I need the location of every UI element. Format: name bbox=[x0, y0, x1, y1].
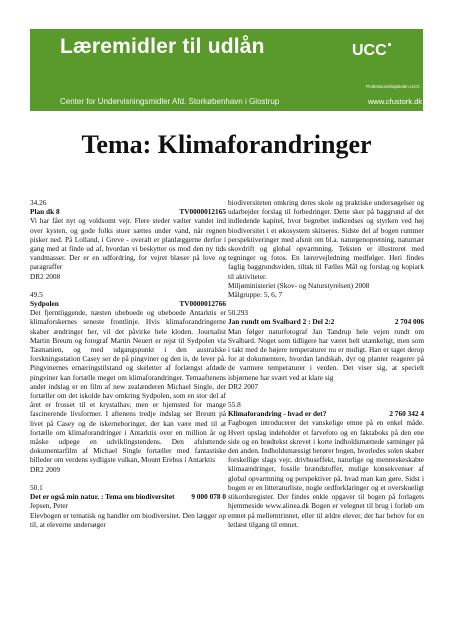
left-column bbox=[30, 198, 226, 529]
entry-code: 34.26 bbox=[30, 198, 47, 207]
entry-code: 49.5 bbox=[30, 289, 43, 299]
entry-author: Jepsen, Peter bbox=[30, 501, 69, 511]
entry-heading[interactable]: Sydpolen bbox=[30, 299, 59, 309]
entry-number: TV0000012766 bbox=[179, 299, 226, 309]
banner bbox=[30, 29, 423, 111]
right-column bbox=[228, 198, 424, 529]
entry-description: biodiversiteten omkring deres skole og praktiske undersøgelser og udarbejder forslag til forbedringer. Dette sker på baggrund af det indledende kapitel, hvor begrebet indkredses og styrken ved høj biodiversitet i et økosystem skitseres. Sidste del af bogen rummer perspektiveringer med afsnit om bl.a. naturgenopretning, naturnær skovdrift og global opvarmning. Teksten er illustreret med tegninger og fotos. En lærervejledning medfølger. Heri findes faglig baggrundsviden, tiltak til Fælles Mål og forslag og kopiark til aktiviteter. bbox=[228, 198, 424, 281]
entry-heading[interactable]: Jan rundt om Svalbard 2 : Del 2:2 bbox=[228, 317, 335, 327]
entry-header bbox=[30, 492, 226, 501]
entry-number: 2 760 342 4 bbox=[389, 409, 424, 419]
logo-text: UCC bbox=[352, 42, 387, 59]
entry-target-group: Målgruppe: 5, 6, 7 bbox=[228, 290, 283, 300]
entry-code: 50.1 bbox=[30, 482, 43, 492]
entry-number: TV0000012165 bbox=[179, 207, 226, 217]
banner-title: Læremidler til udlån bbox=[60, 35, 265, 58]
entry-heading[interactable]: Plan dk 8 bbox=[30, 207, 60, 217]
entry-publisher: Miljøministeriet (Skov- og Naturstyrelsen) 2008 bbox=[228, 280, 370, 290]
entry-heading[interactable]: Det er også min natur. : Tema om biodiversitet bbox=[30, 492, 175, 502]
entry-footer: DR2 2007 bbox=[228, 381, 259, 391]
entry-header bbox=[30, 299, 226, 308]
entry-code: 50.293 bbox=[228, 308, 249, 318]
entry-heading[interactable]: Klimaforandring - hvad er det? bbox=[228, 409, 327, 419]
catalog-entry-continued bbox=[228, 198, 424, 299]
catalog-entry bbox=[228, 400, 424, 529]
entry-footer: DR2 2009 bbox=[30, 464, 61, 474]
entry-header bbox=[228, 317, 424, 326]
catalog-entry bbox=[30, 198, 226, 281]
catalog-entry bbox=[228, 308, 424, 391]
logo-tagline: Professionshøjskolen UCC bbox=[366, 84, 420, 89]
ucc-logo-icon bbox=[352, 37, 392, 65]
entry-description: Elevbogen er tematisk og handler om biodiversitet. Den lægger op til, at eleverne undersøger bbox=[30, 510, 226, 529]
entry-header bbox=[30, 207, 226, 216]
catalog-entry bbox=[30, 483, 226, 529]
entry-code: 55.8 bbox=[228, 400, 241, 410]
entry-description: Man følger naturfotograf Jan Tandrup hele vejen rundt om Svalbard. Noget som tidligere har været helt utænkeligt, men som i takt med de højere temperaturer nu er muligt. Han er taget derop for at dokumentere, hvordan landskab, dyr og planter reagerer på de varmere temperaturer i verden. Det viser sig, at specielt isbjørnene har svært ved at klare sig bbox=[228, 326, 424, 382]
entry-number: 9 000 078 0 bbox=[191, 492, 226, 502]
entry-number: 2 704 006 bbox=[394, 317, 424, 327]
entry-header bbox=[228, 409, 424, 418]
catalog-entry bbox=[30, 290, 226, 474]
entry-footer: DR2 2008 bbox=[30, 271, 61, 281]
entry-description: Fagbogen introducerer det vanskelige emne på en enkel måde. Hvert opslag indeholder et farvefoto og en faktaboks på den ene side og en brødtekst skrevet i korte indholdsmættede sætninger på den anden. Indholdsmæssigt berører bogen, hvorledes solen skaber forskellige slags vejr, drivhuseffekt, naturlige og menneskeskabte klimaændringer, fossile brændstoffer, mulige konsekvenser af global opvarmning og perspektiver på, hvad man kan gøre. Sidst i bogen er en litteraturliste, nogle ordforklaringer og et overskueligt stikordsregister. Der findes enkle opgaver til bogen på forlagets hjemmeside www.alinea.dk Bogen er velegnet til brug i forløb om emnet på mellemtrinnet, eller til ældre elever, der har behov for en letlæst tilgang til emnet. bbox=[228, 418, 424, 529]
page-title: Tema: Klimaforandringer bbox=[81, 130, 372, 159]
banner-subtitle: Center for Undervisningsmidler Afd. Storkøbenhavn i Glostrup bbox=[60, 97, 280, 106]
entry-description: Vi har fået nyt og voldsomt vejr. Flere steder vælter vandet ind over kysten, og gode folks stuer sættes under vand, når regnen pisker ned. På Lolland, i Greve - overalt er planlæggerne derfor i gang med at finde ud af, hvordan vi beskytter os mod den ny tids vandmasser. Der er en udfordring, for vejret blæser på love og paragraffer bbox=[30, 216, 226, 272]
entry-description: Det fjerntliggende, næsten ubeboede og ubeboede Antarktis er klimaforskernes seneste frontlinje. Hvis klimaforandringerne skaber ændringer her, vil det påvirke hele kloden. Journalist Martin Breum og fotograf Martin Neuert er rejst til Sydpolen via Tasmanien, og med udgangspunkt i den australske forskningsstation Casey ser de på pingviner og den is, de lever på. Pingvinernes ernæringstilstand og skeletter af forlængst afdøde pingviner kan fortælle meget om klimaforandringer. Temaaftenens andet indslag er en film af new zealænderen Michael Single, der fortæller om det iskolde hav omkring Sydpolen, som en stor del af året er frosset til et krystalhav, men er hjemsted for mange fascinerende livsformer. I aftenens tredje indslag ser Breum på livet på Casey og de iskerneboringer, der kan være med til at fortælle om klimaforandringer i Antarktis over en million år og måske udpege en udviklingstendens. Den afsluttende dokumentarfilm af Michael Single fortæller med fantastiske billeder om verdens sydligste vulkan, Mount Erebus i Antarktis bbox=[30, 308, 226, 465]
banner-website-link[interactable]: www.cfustork.dk bbox=[368, 97, 423, 106]
